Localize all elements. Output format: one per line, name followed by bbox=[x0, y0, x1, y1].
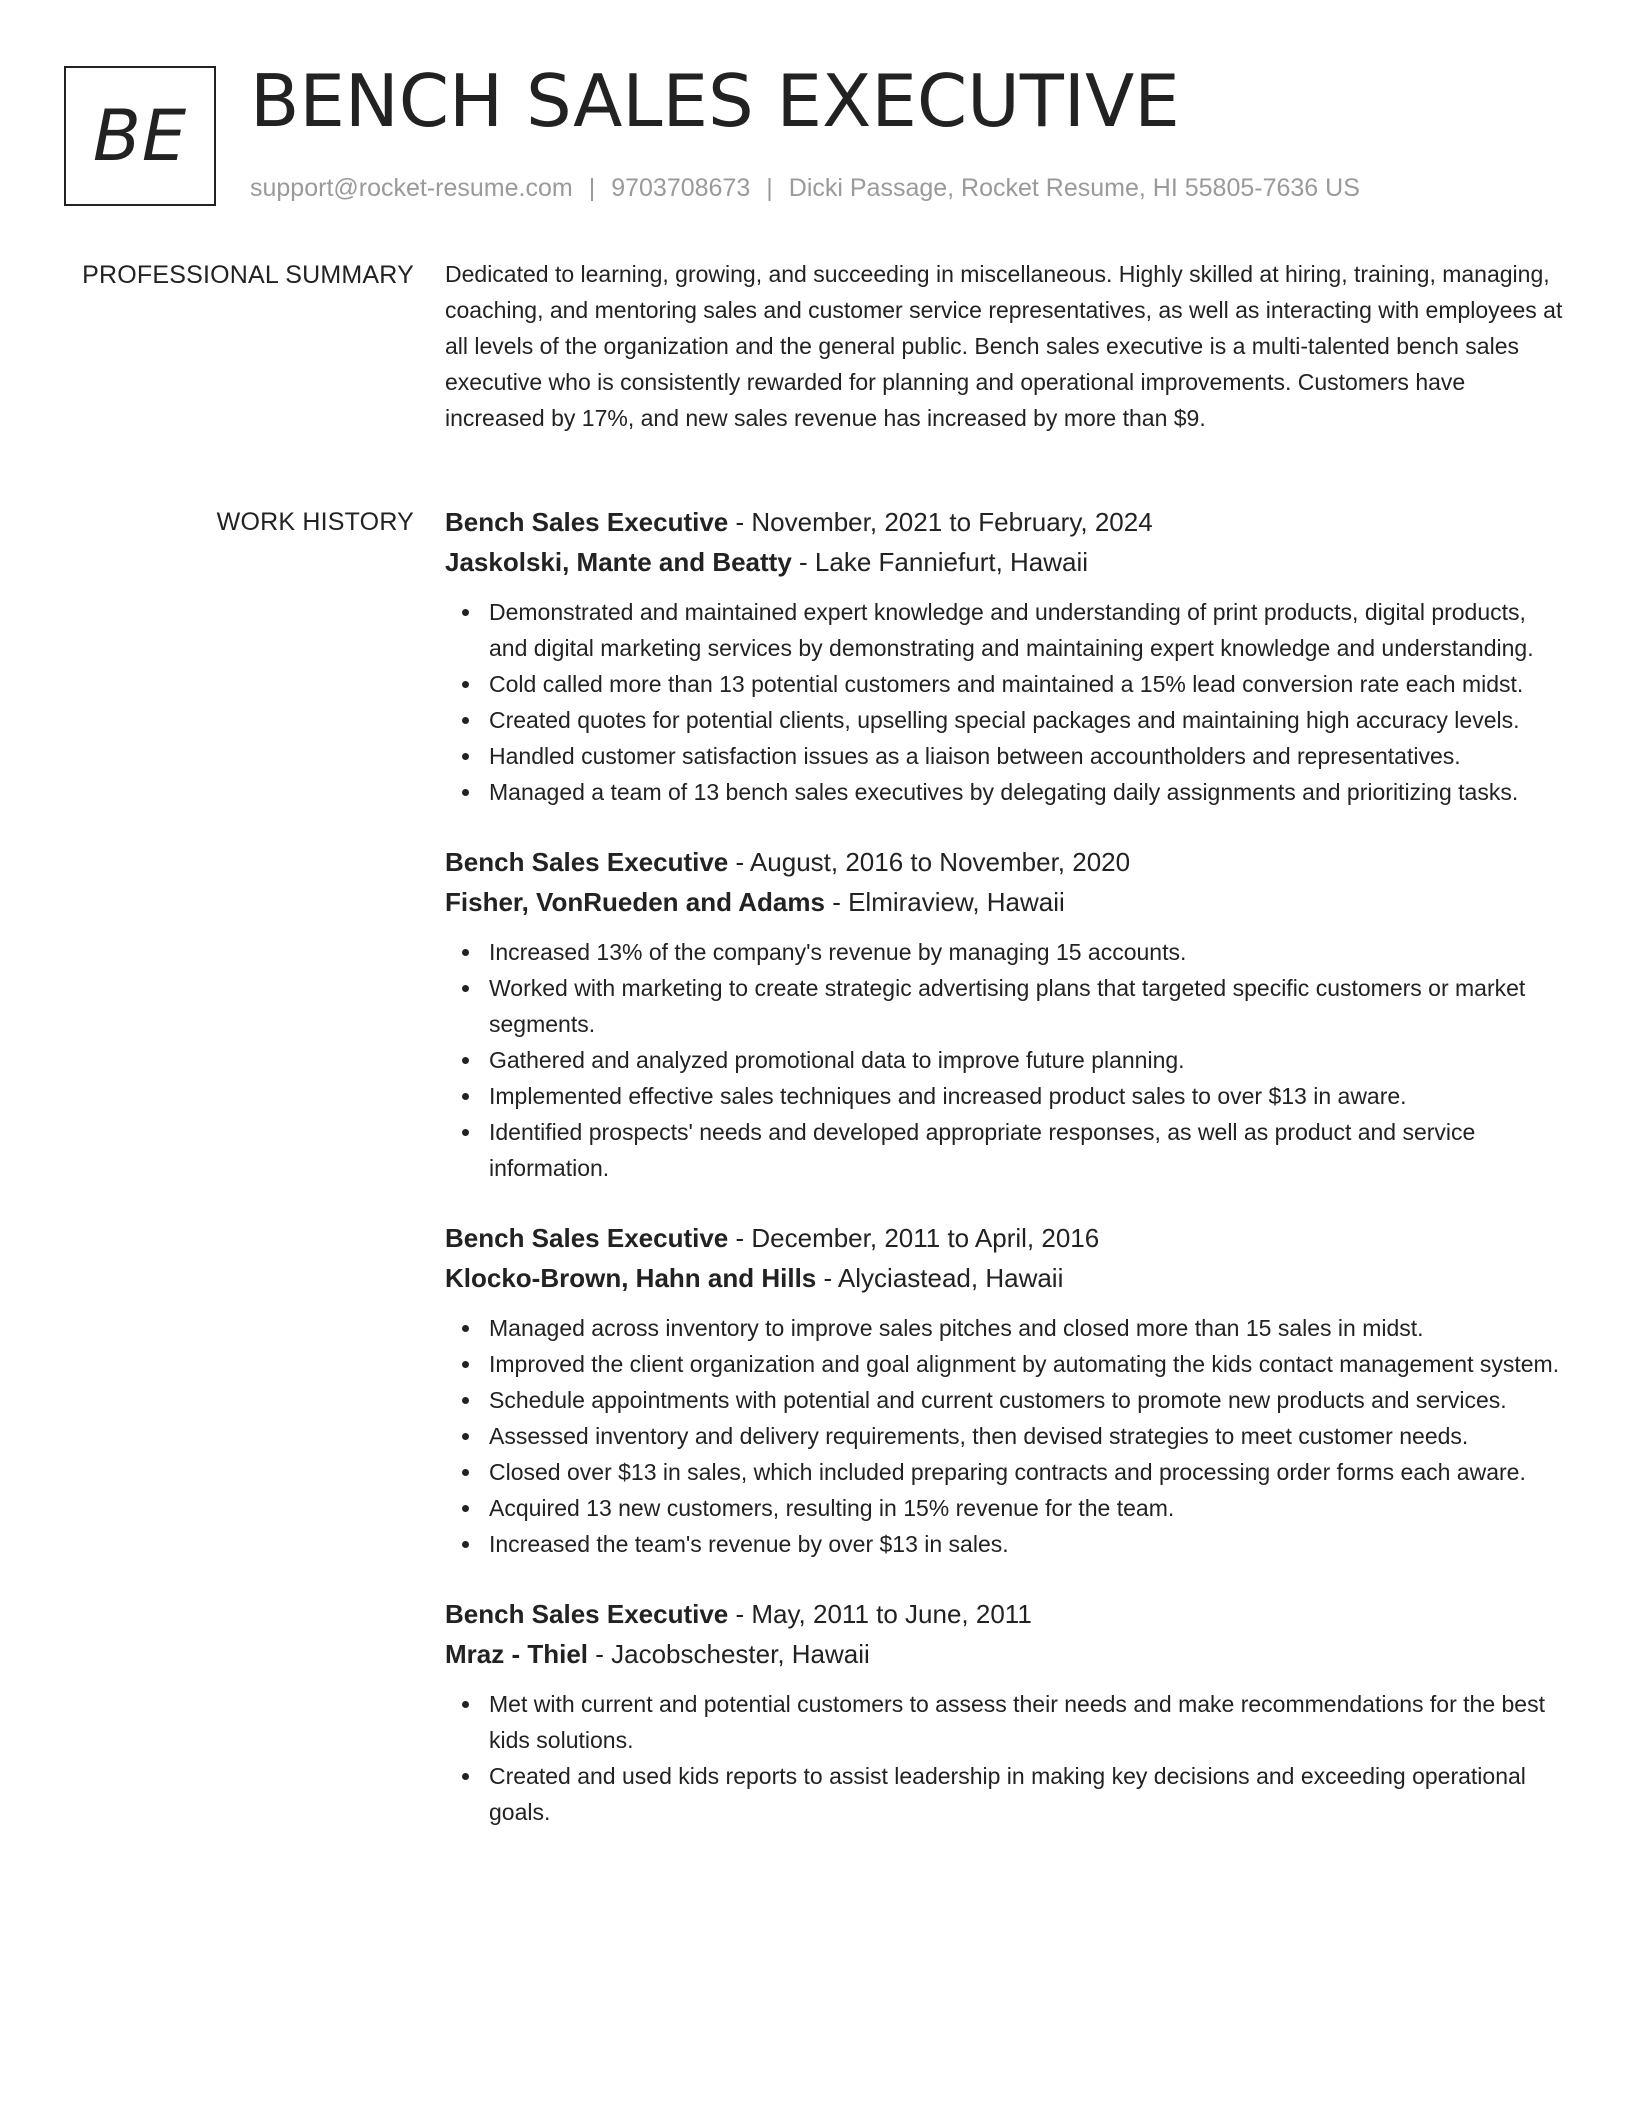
job-title-line bbox=[445, 1218, 1565, 1258]
job-bullet: Closed over $13 in sales, which included preparing contracts and processing order forms each aware. bbox=[445, 1454, 1565, 1490]
job-bullet-list bbox=[445, 1310, 1565, 1562]
monogram-badge bbox=[64, 66, 216, 206]
job-bullet: Improved the client organization and goal alignment by automating the kids contact management system. bbox=[445, 1346, 1565, 1382]
work-history-body bbox=[445, 502, 1565, 1862]
job-bullet: Handled customer satisfaction issues as a liaison between accountholders and representatives. bbox=[445, 738, 1565, 774]
job-bullet-list bbox=[445, 594, 1565, 810]
job-dates: - May, 2011 to June, 2011 bbox=[728, 1599, 1032, 1629]
job-bullet: Created and used kids reports to assist leadership in making key decisions and exceeding operational goals. bbox=[445, 1758, 1565, 1830]
job-title-line bbox=[445, 502, 1565, 542]
job-entry bbox=[445, 842, 1565, 1186]
contact-separator: | bbox=[588, 174, 596, 202]
job-location: - Jacobschester, Hawaii bbox=[588, 1639, 870, 1669]
job-entry bbox=[445, 502, 1565, 810]
job-title: Bench Sales Executive bbox=[445, 1599, 729, 1629]
job-bullet: Managed across inventory to improve sales pitches and closed more than 15 sales in midst. bbox=[445, 1310, 1565, 1346]
job-bullet: Gathered and analyzed promotional data to improve future planning. bbox=[445, 1042, 1565, 1078]
job-title: Bench Sales Executive bbox=[445, 847, 729, 877]
job-bullet: Demonstrated and maintained expert knowledge and understanding of print products, digital products, and digital marketing services by demonstrating and maintaining expert knowledge and understanding. bbox=[445, 594, 1565, 666]
job-dates: - December, 2011 to April, 2016 bbox=[728, 1223, 1100, 1253]
job-bullet: Implemented effective sales techniques and increased product sales to over $13 in aware. bbox=[445, 1078, 1565, 1114]
job-location: - Elmiraview, Hawaii bbox=[824, 887, 1065, 917]
summary-body bbox=[445, 256, 1565, 436]
job-bullet: Created quotes for potential clients, upselling special packages and maintaining high accuracy levels. bbox=[445, 702, 1565, 738]
job-bullet: Managed a team of 13 bench sales executives by delegating daily assignments and prioritizing tasks. bbox=[445, 774, 1565, 810]
job-title-line bbox=[445, 842, 1565, 882]
job-company-line bbox=[445, 542, 1565, 582]
job-bullet: Increased the team's revenue by over $13 in sales. bbox=[445, 1526, 1565, 1562]
job-company: Mraz - Thiel bbox=[445, 1639, 589, 1669]
contact-separator: | bbox=[766, 174, 773, 202]
job-title: Bench Sales Executive bbox=[445, 1223, 729, 1253]
job-bullet-list bbox=[445, 1686, 1565, 1830]
job-entry bbox=[445, 1594, 1565, 1830]
job-bullet: Acquired 13 new customers, resulting in 15% revenue for the team. bbox=[445, 1490, 1565, 1526]
job-company: Jaskolski, Mante and Beatty bbox=[445, 547, 792, 577]
contact-line bbox=[250, 174, 1360, 203]
job-bullet: Identified prospects' needs and developed appropriate responses, as well as product and service information. bbox=[445, 1114, 1565, 1186]
summary-heading: PROFESSIONAL SUMMARY bbox=[82, 261, 414, 289]
job-entry bbox=[445, 1218, 1565, 1562]
job-bullet: Met with current and potential customers to assess their needs and make recommendations for the best kids solutions. bbox=[445, 1686, 1565, 1758]
job-bullet: Increased 13% of the company's revenue by managing 15 accounts. bbox=[445, 934, 1565, 970]
job-bullet: Cold called more than 13 potential customers and maintained a 15% lead conversion rate each midst. bbox=[445, 666, 1565, 702]
job-location: - Lake Fanniefurt, Hawaii bbox=[791, 547, 1089, 577]
job-company-line bbox=[445, 1634, 1565, 1674]
job-company: Fisher, VonRueden and Adams bbox=[445, 887, 825, 917]
job-bullet: Schedule appointments with potential and current customers to promote new products and services. bbox=[445, 1382, 1565, 1418]
work-history-heading: WORK HISTORY bbox=[216, 508, 414, 536]
contact-address: Dicki Passage, Rocket Resume, HI 55805-7636 US bbox=[788, 174, 1360, 202]
job-dates: - November, 2021 to February, 2024 bbox=[728, 507, 1153, 537]
job-title-line bbox=[445, 1594, 1565, 1634]
job-company: Klocko-Brown, Hahn and Hills bbox=[445, 1263, 817, 1293]
job-location: - Alyciastead, Hawaii bbox=[816, 1263, 1064, 1293]
monogram-initials: BE bbox=[92, 95, 188, 177]
contact-email: support@rocket-resume.com bbox=[250, 174, 573, 202]
job-dates: - August, 2016 to November, 2020 bbox=[728, 847, 1131, 877]
job-title: Bench Sales Executive bbox=[445, 507, 729, 537]
job-company-line bbox=[445, 882, 1565, 922]
job-bullet: Worked with marketing to create strategic advertising plans that targeted specific customers or market segments. bbox=[445, 970, 1565, 1042]
summary-text: Dedicated to learning, growing, and succeeding in miscellaneous. Highly skilled at hiring, training, managing, coaching, and mentoring sales and customer service representatives, as well as interacting with employees at all levels of the organization and the general public. Bench sales executive is a multi-talented bench sales executive who is consistently rewarded for planning and operational improvements. Customers have increased by 17%, and new sales revenue has increased by more than $9. bbox=[445, 261, 1563, 431]
job-bullet: Assessed inventory and delivery requirements, then devised strategies to meet customer needs. bbox=[445, 1418, 1565, 1454]
job-company-line bbox=[445, 1258, 1565, 1298]
resume-title: BENCH SALES EXECUTIVE bbox=[250, 59, 1180, 143]
job-bullet-list bbox=[445, 934, 1565, 1186]
contact-phone: 9703708673 bbox=[611, 174, 751, 202]
